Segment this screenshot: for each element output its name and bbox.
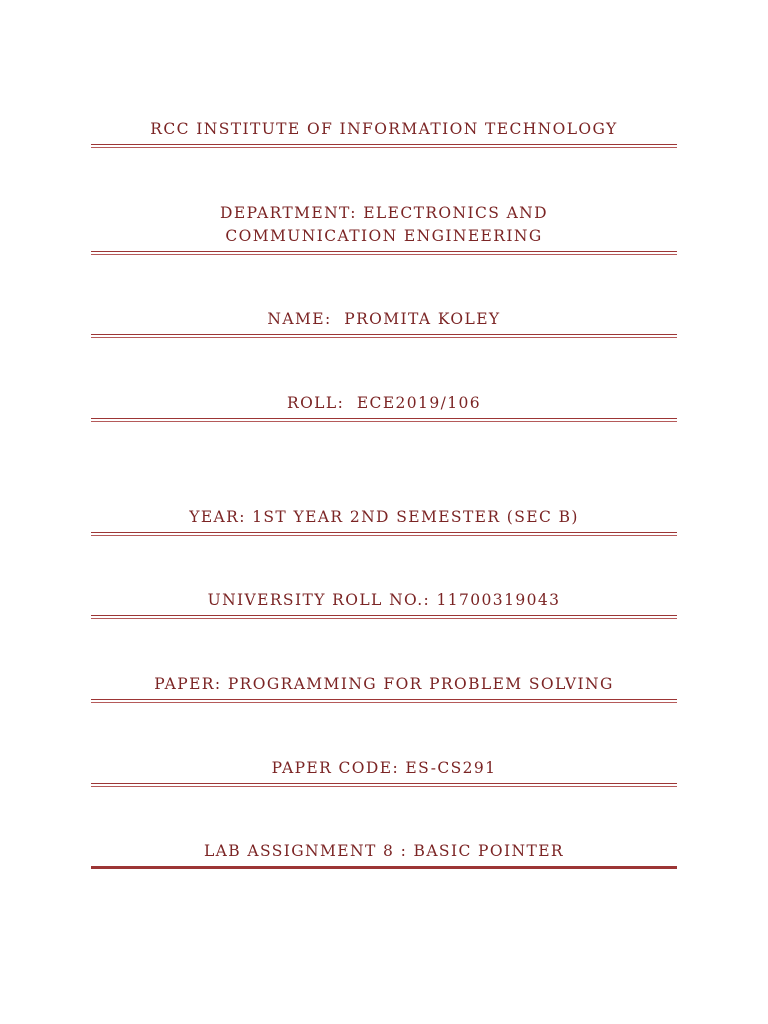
department-divider xyxy=(91,251,677,255)
university-roll-divider xyxy=(91,615,677,619)
year-line: YEAR: 1ST YEAR 2ND SEMESTER (SEC B) xyxy=(189,508,579,526)
student-name: NAME: PROMITA KOLEY xyxy=(267,310,501,328)
institute-name: RCC INSTITUTE OF INFORMATION TECHNOLOGY xyxy=(150,120,618,138)
department-section xyxy=(91,202,677,255)
assignment-title: LAB ASSIGNMENT 8 : BASIC POINTER xyxy=(203,842,565,860)
roll-number: ROLL: ECE2019/106 xyxy=(287,394,481,412)
assignment-section xyxy=(91,840,677,869)
roll-divider xyxy=(91,418,677,422)
university-roll-number: UNIVERSITY ROLL NO.: 11700319043 xyxy=(207,591,561,609)
roll-section xyxy=(91,392,677,422)
university-roll-section xyxy=(91,589,677,619)
year-section xyxy=(91,506,677,536)
institute-section xyxy=(91,118,677,148)
assignment-divider xyxy=(91,866,677,869)
year-divider xyxy=(91,532,677,536)
institute-divider xyxy=(91,144,677,148)
paper-divider xyxy=(91,699,677,703)
department-line: DEPARTMENT: ELECTRONICS AND COMMUNICATION ENGINEERING xyxy=(220,204,548,245)
name-divider xyxy=(91,334,677,338)
paper-section xyxy=(91,673,677,703)
paper-code: PAPER CODE: ES-CS291 xyxy=(271,759,497,777)
paper-title: PAPER: PROGRAMMING FOR PROBLEM SOLVING xyxy=(154,675,614,693)
paper-code-divider xyxy=(91,783,677,787)
paper-code-section xyxy=(91,757,677,787)
name-section xyxy=(91,308,677,338)
